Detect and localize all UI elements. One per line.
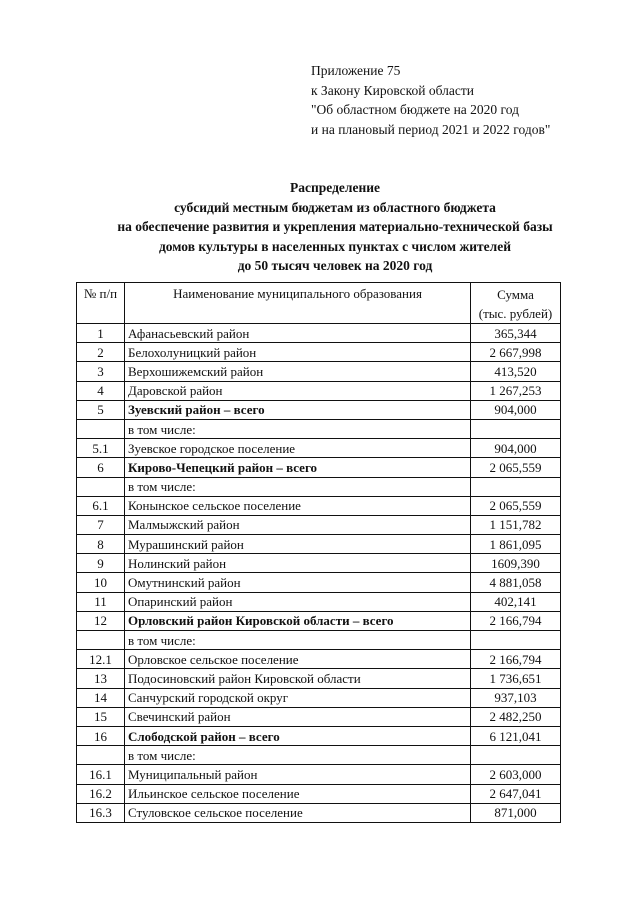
row-sum: 2 065,559 [471,496,561,515]
row-name: Орловское сельское поселение [125,650,471,669]
table-row [77,496,561,515]
row-sum: 2 065,559 [471,458,561,477]
document-title [40,178,630,276]
row-name: Афанасьевский район [125,324,471,343]
table-row [77,419,561,438]
row-name: Слободской район – всего [125,726,471,745]
row-name: Стуловское сельское поселение [125,803,471,822]
row-number: 6.1 [77,496,125,515]
table-row [77,803,561,822]
row-sum: 1 861,095 [471,535,561,554]
row-number [77,477,125,496]
row-sum: 1609,390 [471,554,561,573]
row-name: в том числе: [125,477,471,496]
row-number: 16 [77,726,125,745]
appendix-line: к Закону Кировской области [311,82,475,98]
row-number: 13 [77,669,125,688]
row-number: 7 [77,515,125,534]
row-sum: 2 482,250 [471,707,561,726]
row-sum: 2 166,794 [471,650,561,669]
table-row [77,592,561,611]
row-sum: 2 647,041 [471,784,561,803]
table-row [77,631,561,650]
row-name: Орловский район Кировской области – всего [125,611,471,630]
row-sum: 871,000 [471,803,561,822]
row-sum [471,631,561,650]
row-name: Даровской район [125,381,471,400]
table-row [77,726,561,745]
title-line: до 50 тысяч человек на 2020 год [237,258,433,273]
row-number: 16.2 [77,784,125,803]
table-row [77,515,561,534]
row-number: 10 [77,573,125,592]
appendix-line: "Об областном бюджете на 2020 год [311,102,519,117]
appendix-header [311,61,550,139]
row-name: Верхошижемский район [125,362,471,381]
row-sum: 904,000 [471,439,561,458]
table-row [77,746,561,765]
row-name: Мурашинский район [125,535,471,554]
table-row [77,573,561,592]
table-row [77,324,561,343]
row-sum: 2 667,998 [471,343,561,362]
row-sum: 937,103 [471,688,561,707]
row-number: 12.1 [77,650,125,669]
row-name: Муниципальный район [125,765,471,784]
row-sum: 4 881,058 [471,573,561,592]
row-number: 3 [77,362,125,381]
table-row [77,535,561,554]
row-name: Подосиновский район Кировской области [125,669,471,688]
row-name: в том числе: [125,746,471,765]
row-sum: 2 603,000 [471,765,561,784]
table-row [77,650,561,669]
row-number: 8 [77,535,125,554]
header-sum-line2: (тыс. рублей) [478,306,553,321]
title-line: на обеспечение развития и укрепления материально-технической базы [117,219,553,234]
row-name: Зуевское городское поселение [125,439,471,458]
table-row [77,611,561,630]
row-sum: 2 166,794 [471,611,561,630]
row-number [77,419,125,438]
row-sum: 1 151,782 [471,515,561,534]
header-name: Наименование муниципального образования [125,283,471,324]
row-name: Малмыжский район [125,515,471,534]
table-row [77,439,561,458]
row-number: 15 [77,707,125,726]
row-name: Нолинский район [125,554,471,573]
header-num: № п/п [77,283,125,324]
row-number: 9 [77,554,125,573]
row-sum: 6 121,041 [471,726,561,745]
row-number: 6 [77,458,125,477]
table-row [77,765,561,784]
row-sum [471,477,561,496]
table-row [77,477,561,496]
appendix-line: и на плановый период 2021 и 2022 годов" [311,121,551,137]
row-number: 16.3 [77,803,125,822]
row-name: Санчурский городской округ [125,688,471,707]
row-number [77,631,125,650]
row-name: Опаринский район [125,592,471,611]
row-number: 11 [77,592,125,611]
table-row [77,458,561,477]
row-name: Конынское сельское поселение [125,496,471,515]
row-number: 5.1 [77,439,125,458]
row-number: 5 [77,400,125,419]
row-sum: 904,000 [471,400,561,419]
row-name: Зуевский район – всего [125,400,471,419]
row-sum: 1 736,651 [471,669,561,688]
table-row [77,688,561,707]
row-name: Омутнинский район [125,573,471,592]
table-row [77,784,561,803]
row-name: Свечинский район [125,707,471,726]
table-row [77,381,561,400]
table-row [77,343,561,362]
row-name: в том числе: [125,631,471,650]
table-row [77,669,561,688]
row-number: 12 [77,611,125,630]
table-row [77,554,561,573]
row-sum [471,419,561,438]
row-number: 16.1 [77,765,125,784]
table-body [77,324,561,823]
row-number: 1 [77,324,125,343]
title-line: Распределение [289,180,381,195]
row-number: 2 [77,343,125,362]
row-sum [471,746,561,765]
row-sum: 365,344 [471,324,561,343]
row-name: Кирово-Чепецкий район – всего [125,458,471,477]
table-header-row [77,283,561,324]
title-line: субсидий местным бюджетам из областного бюджета [174,199,496,215]
row-sum: 1 267,253 [471,381,561,400]
row-number: 4 [77,381,125,400]
header-sum-line1: Сумма [497,287,534,302]
row-number: 14 [77,688,125,707]
table-row [77,707,561,726]
row-name: Ильинское сельское поселение [125,784,471,803]
subsidy-table [76,282,561,823]
table-row [77,362,561,381]
row-sum: 402,141 [471,592,561,611]
header-sum [471,283,561,324]
row-sum: 413,520 [471,362,561,381]
row-number [77,746,125,765]
appendix-line: Приложение 75 [311,63,401,78]
title-line: домов культуры в населенных пунктах с числом жителей [158,238,512,254]
row-name: Белохолуницкий район [125,343,471,362]
table-row [77,400,561,419]
row-name: в том числе: [125,419,471,438]
